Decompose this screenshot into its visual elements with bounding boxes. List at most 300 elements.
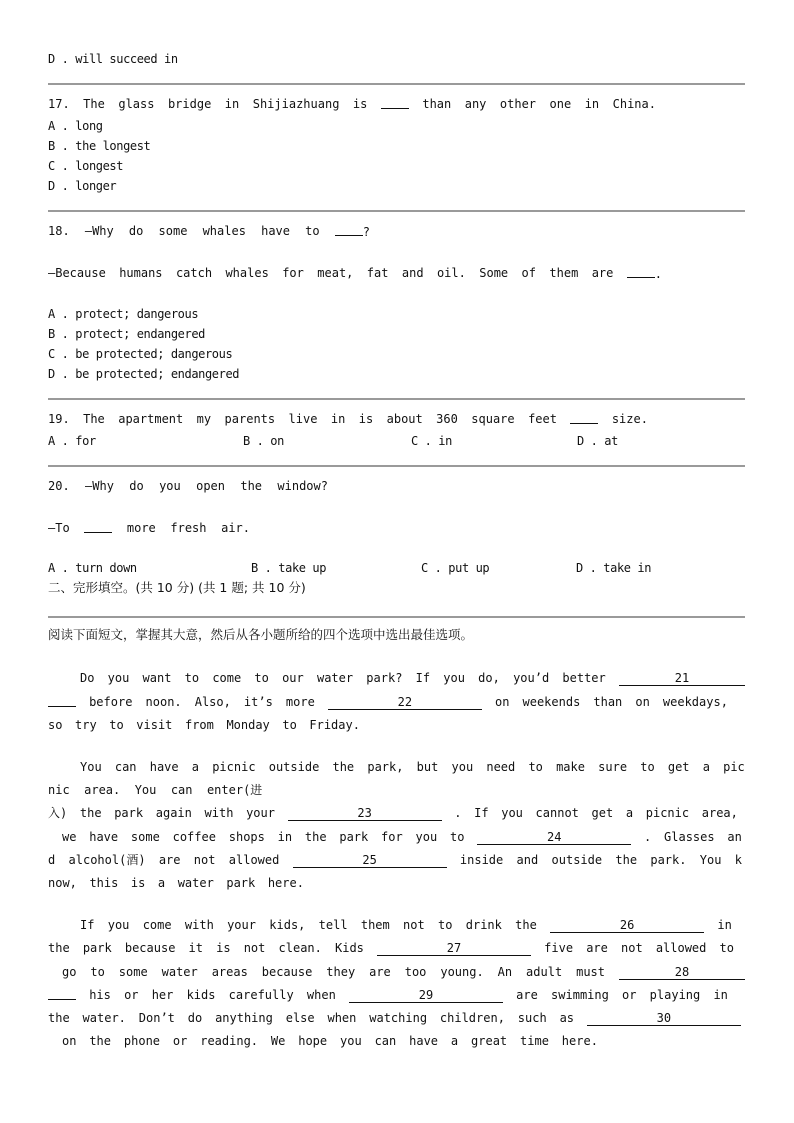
word: now, xyxy=(48,876,77,890)
word: inside xyxy=(459,853,504,867)
word: bridge xyxy=(167,97,212,111)
blank-number: 24 xyxy=(477,830,631,845)
word: picnic xyxy=(212,760,256,774)
word: time xyxy=(520,1034,549,1048)
word: Shijiazhuang xyxy=(252,97,340,111)
word: the xyxy=(89,1034,112,1048)
word: you xyxy=(107,918,130,932)
word: have xyxy=(149,760,179,774)
word: are xyxy=(591,266,614,280)
q18-option-d[interactable]: D . be protected; endangered xyxy=(48,367,240,381)
word: get xyxy=(667,760,690,774)
q18-option-b[interactable]: B . protect; endangered xyxy=(48,327,205,341)
word: a xyxy=(157,876,166,890)
word: The xyxy=(83,97,105,111)
word: children, xyxy=(439,1011,505,1025)
word: in xyxy=(224,97,240,111)
word: Also, xyxy=(194,695,231,709)
word: they xyxy=(326,965,356,979)
q19-option-b[interactable]: B . on xyxy=(243,434,284,448)
word: fresh xyxy=(170,521,207,535)
answer-blank[interactable] xyxy=(335,223,370,240)
p2-line3 xyxy=(48,805,738,821)
word: water xyxy=(161,965,198,979)
word: humans xyxy=(119,266,163,280)
word: in xyxy=(713,988,728,1002)
word: with xyxy=(184,918,214,932)
word: is xyxy=(216,941,231,955)
word: You xyxy=(699,853,722,867)
word: watching xyxy=(369,1011,428,1025)
blank-number: 22 xyxy=(328,695,482,710)
word: some xyxy=(158,224,188,238)
word: them xyxy=(360,918,390,932)
word: in xyxy=(717,918,732,932)
word: have xyxy=(409,1034,439,1048)
blank-24[interactable] xyxy=(477,829,631,845)
word: to xyxy=(640,760,655,774)
word: open xyxy=(196,479,226,493)
word: adult xyxy=(526,965,563,979)
word: visit xyxy=(136,718,173,732)
word: pic xyxy=(723,760,745,774)
word: have xyxy=(261,224,290,238)
word: need xyxy=(486,760,516,774)
word: . xyxy=(454,806,462,820)
word: do, xyxy=(478,671,500,685)
word: cannot xyxy=(535,806,579,820)
blank-21[interactable] xyxy=(619,670,745,686)
blank-23[interactable] xyxy=(288,805,442,821)
word: —To xyxy=(48,521,70,535)
q17-option-d[interactable]: D . longer xyxy=(48,179,117,193)
q18-option-c[interactable]: C . be protected; dangerous xyxy=(48,347,233,361)
word: to xyxy=(90,965,105,979)
word: If xyxy=(80,918,95,932)
word: park? xyxy=(366,671,403,685)
word: your xyxy=(227,918,256,932)
word: you’d xyxy=(513,671,550,685)
blank-number: 21 xyxy=(619,671,745,686)
word: so xyxy=(48,718,63,732)
word: the xyxy=(79,806,102,820)
blank-number: 28 xyxy=(619,965,745,980)
word: to xyxy=(438,918,453,932)
p2-line6 xyxy=(48,875,304,891)
word: area, xyxy=(701,806,738,820)
divider xyxy=(48,210,745,212)
word: in xyxy=(330,412,346,426)
word: when xyxy=(306,988,336,1002)
word: feet xyxy=(528,412,557,426)
p1-line3 xyxy=(48,717,360,733)
word: If xyxy=(474,806,489,820)
word: to xyxy=(254,671,269,685)
q17-option-c[interactable]: C . longest xyxy=(48,159,124,173)
blank-27[interactable] xyxy=(377,940,531,956)
q19-option-a[interactable]: A . for xyxy=(48,434,96,448)
word: in xyxy=(584,97,600,111)
word: Don’t xyxy=(138,1011,175,1025)
word: park xyxy=(226,876,256,890)
word: one xyxy=(549,97,572,111)
word: the xyxy=(48,1011,70,1025)
q20-number: 20. xyxy=(48,479,70,493)
word: —Why xyxy=(84,224,114,238)
blank-28-continued[interactable] xyxy=(48,987,76,1004)
word: more xyxy=(126,521,156,535)
word: 360 xyxy=(436,412,458,426)
word: as xyxy=(559,1011,575,1025)
word: or xyxy=(622,988,637,1002)
q18-number: 18. xyxy=(48,224,70,238)
word: a xyxy=(191,760,200,774)
p3-line6 xyxy=(62,1033,598,1049)
word: the xyxy=(48,941,70,955)
word: come xyxy=(212,671,242,685)
word: to xyxy=(109,718,124,732)
word: here. xyxy=(561,1034,598,1048)
word: anything xyxy=(215,1011,273,1025)
word: or xyxy=(172,1034,188,1048)
word: Some xyxy=(479,266,509,280)
word: the xyxy=(304,830,327,844)
word: fat xyxy=(366,266,389,280)
word: are xyxy=(586,941,608,955)
word: is xyxy=(358,412,374,426)
word: must xyxy=(576,965,606,979)
word: weekdays, xyxy=(662,695,728,709)
word: of xyxy=(521,266,536,280)
word: because xyxy=(124,941,176,955)
q17-stem xyxy=(48,96,656,113)
word: about xyxy=(386,412,423,426)
word: tell xyxy=(318,918,348,932)
word: is xyxy=(352,97,368,111)
q19-stem xyxy=(48,411,648,428)
word: k xyxy=(734,853,742,867)
q20-option-a[interactable]: A . turn down xyxy=(48,561,137,575)
q18-line1 xyxy=(48,223,370,240)
answer-blank[interactable] xyxy=(84,520,112,537)
word: the xyxy=(240,479,263,493)
q20-option-d[interactable]: D . take in xyxy=(576,561,652,575)
word: China. xyxy=(612,97,656,111)
word: water xyxy=(316,671,354,685)
word: clean. xyxy=(278,941,322,955)
word: not xyxy=(243,941,266,955)
word: shops xyxy=(228,830,265,844)
word: a xyxy=(625,806,634,820)
answer-blank[interactable] xyxy=(570,411,598,428)
word: for xyxy=(282,266,304,280)
word: park xyxy=(114,806,144,820)
word: it xyxy=(188,941,203,955)
word: park, xyxy=(367,760,404,774)
divider xyxy=(48,465,745,467)
word: carefully xyxy=(228,988,294,1002)
word: apartment xyxy=(118,412,184,426)
divider xyxy=(48,616,745,618)
word: park xyxy=(82,941,112,955)
word: alcohol(酒) xyxy=(68,853,146,867)
word: five xyxy=(544,941,574,955)
word: try xyxy=(75,718,97,732)
word: window? xyxy=(277,479,328,493)
word: have xyxy=(89,830,119,844)
word: do xyxy=(128,224,144,238)
word: want xyxy=(142,671,172,685)
blank-21-continued[interactable] xyxy=(48,694,76,711)
section-instruction: 阅读下面短文，掌握其大意，然后从各小题所给的四个选项中选出最佳选项。 xyxy=(48,627,474,642)
q18-line2 xyxy=(48,265,662,282)
q20-option-c[interactable]: C . put up xyxy=(421,561,490,575)
word: with xyxy=(204,806,234,820)
word: to xyxy=(282,718,297,732)
word: not xyxy=(403,918,425,932)
word: not xyxy=(621,941,643,955)
p2-line1 xyxy=(80,759,745,775)
word: do xyxy=(129,479,144,493)
word: allowed xyxy=(655,941,707,955)
word: park. xyxy=(650,853,687,867)
word: you xyxy=(107,671,130,685)
word: —Because xyxy=(48,266,106,280)
blank-25[interactable] xyxy=(293,852,447,868)
word: allowed xyxy=(228,853,280,867)
word: the xyxy=(515,918,537,932)
word: some xyxy=(130,830,160,844)
word: phone xyxy=(123,1034,161,1048)
word: hope xyxy=(298,1034,328,1048)
word: kids, xyxy=(269,918,306,932)
word: it’s xyxy=(243,695,273,709)
word: and xyxy=(401,266,424,280)
word: other xyxy=(499,97,537,111)
word: you xyxy=(451,760,474,774)
p2-line5 xyxy=(48,852,742,868)
word: make xyxy=(556,760,585,774)
answer-blank[interactable] xyxy=(381,96,409,113)
word: such xyxy=(517,1011,547,1025)
word: when xyxy=(327,1011,357,1025)
word: sure xyxy=(598,760,628,774)
blank-30[interactable] xyxy=(587,1010,741,1026)
q17-option-b[interactable]: B . the longest xyxy=(48,139,151,153)
word: you xyxy=(443,671,465,685)
word: coffee xyxy=(172,830,216,844)
divider xyxy=(48,398,745,400)
word: parents xyxy=(224,412,276,426)
q19-option-d[interactable]: D . at xyxy=(577,434,618,448)
word: Friday. xyxy=(309,718,360,732)
word: whales xyxy=(225,266,269,280)
word: kids xyxy=(186,988,216,1002)
word: them xyxy=(549,266,579,280)
word: outside xyxy=(551,853,603,867)
word: our xyxy=(282,671,304,685)
word: on xyxy=(494,695,510,709)
p3-line1 xyxy=(80,917,732,933)
word: you xyxy=(159,479,181,493)
word: d xyxy=(48,853,56,867)
word: whales xyxy=(202,224,246,238)
word: Do xyxy=(80,671,95,685)
word: the xyxy=(615,853,638,867)
blank-26[interactable] xyxy=(550,917,704,933)
word: reading. xyxy=(200,1034,259,1048)
word: or xyxy=(124,988,139,1002)
word: water. xyxy=(82,1011,126,1025)
word: great xyxy=(471,1034,508,1048)
word: an xyxy=(727,830,742,844)
divider xyxy=(48,83,745,85)
word: . xyxy=(644,830,652,844)
q18-option-a[interactable]: A . protect; dangerous xyxy=(48,307,199,321)
word: to xyxy=(305,224,320,238)
word: a xyxy=(450,1034,459,1048)
word: oil. xyxy=(436,266,466,280)
section-title: 二、完形填空。(共 10 分) (共 1 题; 共 10 分) xyxy=(48,580,306,595)
q16-option-d[interactable]: D . will succeed in xyxy=(48,52,178,66)
word: you xyxy=(415,830,438,844)
word: get xyxy=(591,806,614,820)
word: park xyxy=(339,830,369,844)
word: Glasses xyxy=(664,830,715,844)
word: —Why xyxy=(85,479,114,493)
word: areas xyxy=(211,965,248,979)
word: catch xyxy=(175,266,213,280)
word: again xyxy=(155,806,192,820)
p2-line2: nic area. You can enter(进 xyxy=(48,783,263,797)
word: live xyxy=(288,412,318,426)
blank-29[interactable] xyxy=(349,987,503,1004)
p3-line5 xyxy=(48,1010,741,1026)
word: You xyxy=(80,760,102,774)
word: you xyxy=(501,806,523,820)
p2-line4 xyxy=(62,829,742,845)
word: are xyxy=(158,853,181,867)
blank-number: 23 xyxy=(288,806,442,821)
word: glass xyxy=(118,97,155,111)
p1-line2 xyxy=(48,694,728,711)
word: too xyxy=(404,965,427,979)
word: square xyxy=(471,412,515,426)
word: not xyxy=(193,853,216,867)
word: you xyxy=(340,1034,362,1048)
p3-line2 xyxy=(48,940,734,956)
q19-number: 19. xyxy=(48,412,70,426)
word: his xyxy=(89,988,111,1002)
q20-option-b[interactable]: B . take up xyxy=(251,561,327,575)
q17-number: 17. xyxy=(48,97,70,111)
blank-28[interactable] xyxy=(619,964,745,980)
word: before xyxy=(89,695,133,709)
word: picnic xyxy=(645,806,690,820)
word: in xyxy=(277,830,293,844)
word: can xyxy=(374,1034,397,1048)
q20-line1 xyxy=(48,478,328,494)
q20-line2 xyxy=(48,520,250,537)
word: An xyxy=(497,965,513,979)
p1-line1 xyxy=(80,670,745,686)
word: on xyxy=(635,695,650,709)
word: her xyxy=(151,988,174,1002)
word: Monday xyxy=(226,718,270,732)
q18-line1-end: ? xyxy=(362,225,370,239)
word: do xyxy=(187,1011,203,1025)
blank-number: 25 xyxy=(293,853,447,868)
blank-number: 29 xyxy=(349,988,503,1003)
word: your xyxy=(246,806,275,820)
word: else xyxy=(285,1011,315,1025)
word: If xyxy=(415,671,431,685)
word: than xyxy=(422,97,452,111)
word: water xyxy=(177,876,214,890)
word: the xyxy=(332,760,355,774)
q17-option-a[interactable]: A . long xyxy=(48,119,103,133)
word: drink xyxy=(465,918,502,932)
word: to xyxy=(528,760,543,774)
word: on xyxy=(62,1034,77,1048)
word: 入) xyxy=(48,806,68,820)
word: can xyxy=(114,760,137,774)
word: a xyxy=(702,760,710,774)
word: we xyxy=(62,830,77,844)
word: to xyxy=(184,671,200,685)
word: air. xyxy=(221,521,250,535)
word: because xyxy=(261,965,313,979)
word: are xyxy=(516,988,538,1002)
q18-line2-end: . xyxy=(654,267,662,281)
word: to xyxy=(449,830,465,844)
word: noon. xyxy=(145,695,182,709)
p3-line4 xyxy=(48,987,728,1004)
word: more xyxy=(285,695,315,709)
blank-number: 27 xyxy=(377,941,531,956)
word: Kids xyxy=(335,941,364,955)
word: size. xyxy=(611,412,648,426)
q19-option-c[interactable]: C . in xyxy=(411,434,452,448)
word: and xyxy=(516,853,539,867)
word: any xyxy=(464,97,487,111)
word: but xyxy=(416,760,439,774)
word: here. xyxy=(267,876,304,890)
word: are xyxy=(369,965,391,979)
word: my xyxy=(196,412,212,426)
word: some xyxy=(118,965,148,979)
blank-22[interactable] xyxy=(328,694,482,711)
word: go xyxy=(62,965,77,979)
word: The xyxy=(83,412,105,426)
word: is xyxy=(130,876,146,890)
word: We xyxy=(270,1034,286,1048)
word: than xyxy=(593,695,623,709)
word: to xyxy=(719,941,734,955)
word: for xyxy=(381,830,403,844)
word: meat, xyxy=(317,266,354,280)
word: from xyxy=(184,718,214,732)
blank-number: 30 xyxy=(587,1011,741,1026)
word: this xyxy=(89,876,119,890)
answer-blank[interactable] xyxy=(627,265,662,282)
blank-number: 26 xyxy=(550,918,704,933)
word: outside xyxy=(268,760,320,774)
p3-line3 xyxy=(62,964,745,980)
word: swimming xyxy=(551,988,609,1002)
word: young. xyxy=(440,965,484,979)
word: better xyxy=(562,671,606,685)
